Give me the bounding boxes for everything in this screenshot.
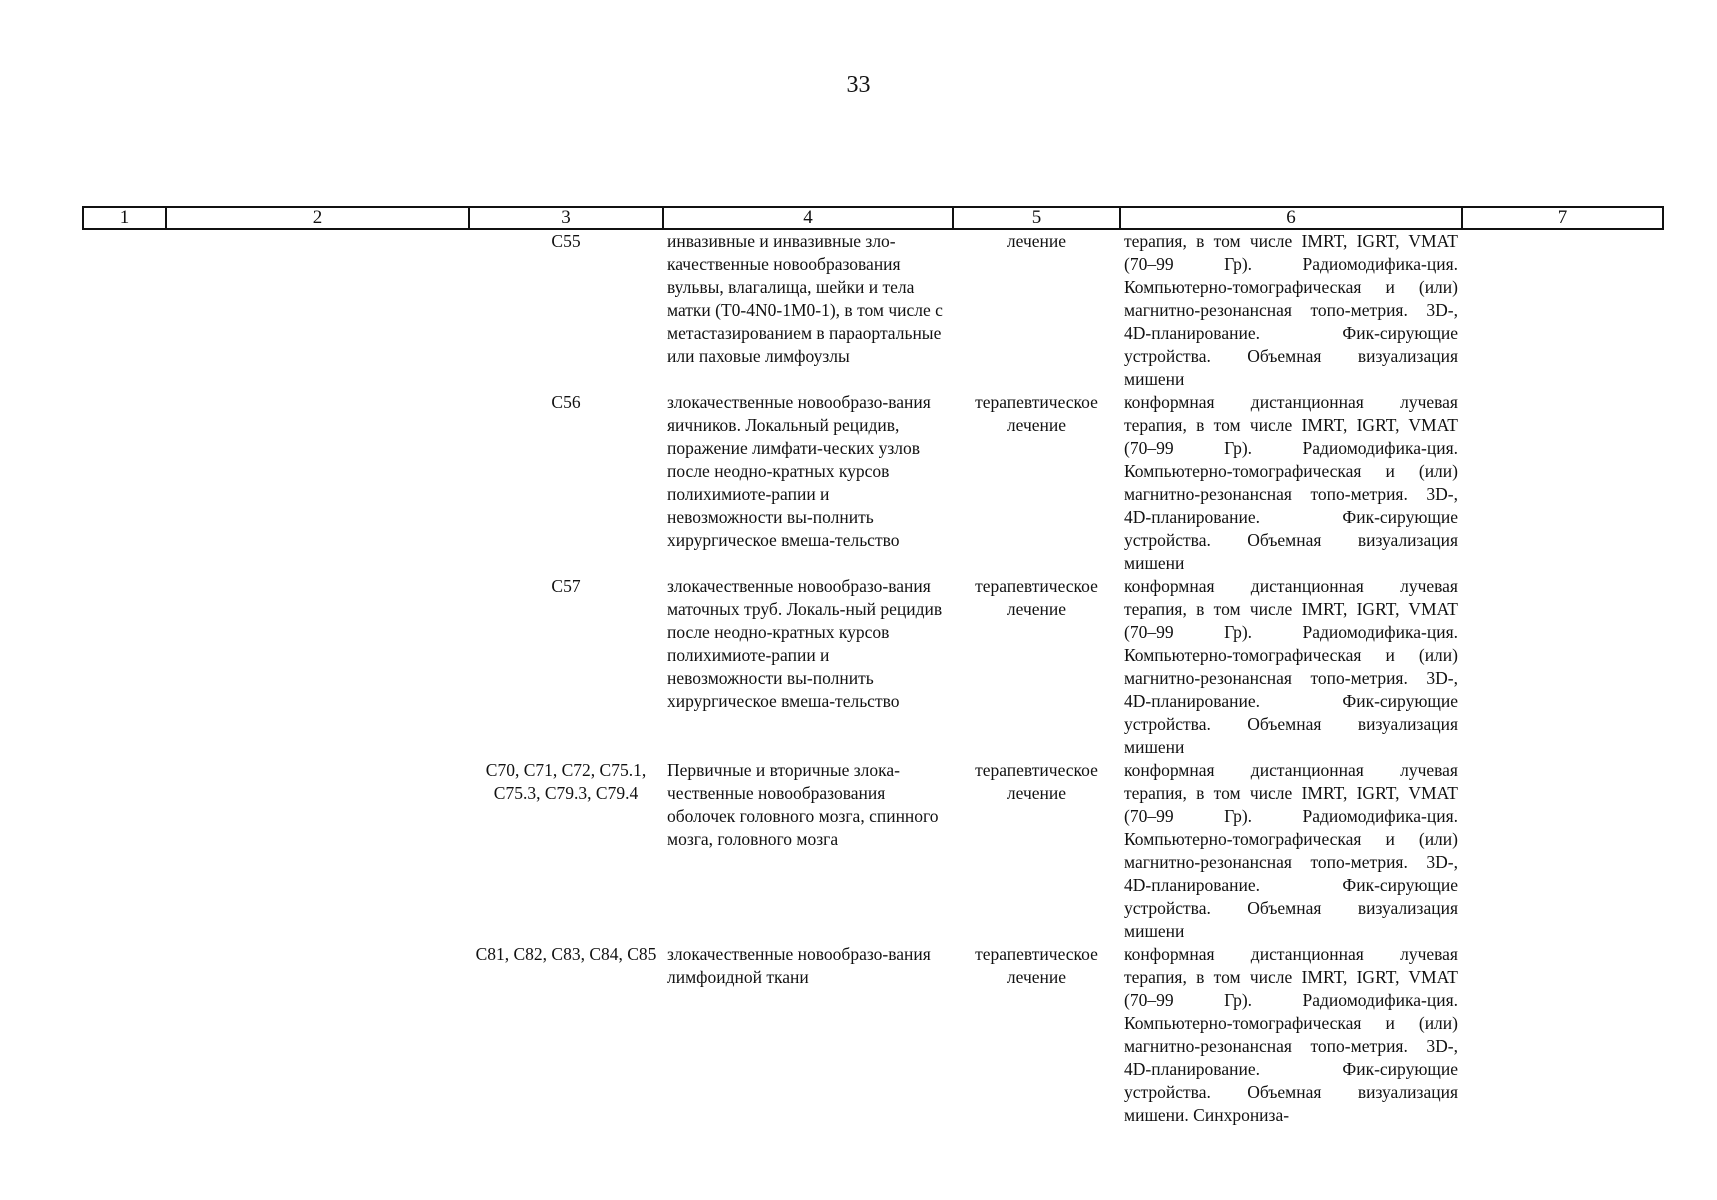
page-number: 33 (846, 72, 871, 98)
column-header: 4 (663, 207, 953, 229)
cell-col2 (166, 575, 469, 759)
column-header: 3 (469, 207, 663, 229)
cell-col7 (1462, 391, 1663, 575)
cell-icd-codes: C70, C71, C72, C75.1, C75.3, C79.3, C79.4 (485, 760, 647, 803)
cell-col7 (1462, 575, 1663, 759)
cell-treatment-method: конформная дистанционная лучевая терапия, в том числе IMRT, IGRT, VMAT (70–99 Гр). Радиомодифика-ция. Компьютерно-томографическая и (или) магнитно-резонансная топо-метрия. 3D-, 4D-планирование. Фик-сирующие устройства. Объемная визуализация мишени (1124, 576, 1458, 757)
cell-col1 (83, 759, 166, 943)
cell-col7 (1462, 759, 1663, 943)
column-header: 2 (166, 207, 469, 229)
cell-treatment-type: терапевтическое лечение (975, 760, 1098, 803)
column-header: 6 (1120, 207, 1462, 229)
cell-col1 (83, 229, 166, 391)
cell-col2 (166, 391, 469, 575)
cell-icd-codes: C56 (551, 392, 581, 412)
header-row (83, 207, 1663, 229)
table-row (83, 229, 1663, 391)
cell-treatment-type: терапевтическое лечение (975, 576, 1098, 619)
cell-icd-codes: C81, C82, C83, C84, C85 (475, 944, 657, 964)
cell-diagnosis: инвазивные и инвазивные зло-качественные новообразования вульвы, влагалища, шейки и тела матки (T0-4N0-1M0-1), в том числе с метастазированием в параортальные или паховые лимфоузлы (667, 231, 943, 366)
column-header: 5 (953, 207, 1120, 229)
cell-treatment-type: лечение (1006, 231, 1067, 251)
column-header: 7 (1462, 207, 1663, 229)
cell-col7 (1462, 229, 1663, 391)
table-row (83, 759, 1663, 943)
cell-treatment-method: конформная дистанционная лучевая терапия, в том числе IMRT, IGRT, VMAT (70–99 Гр). Радиомодифика-ция. Компьютерно-томографическая и (или) магнитно-резонансная топо-метрия. 3D-, 4D-планирование. Фик-сирующие устройства. Объемная визуализация мишени. Синхрониза- (1124, 944, 1458, 1125)
cell-col1 (83, 575, 166, 759)
treatment-table (82, 206, 1664, 1127)
table-row (83, 943, 1663, 1127)
cell-diagnosis: злокачественные новообразо-вания маточных труб. Локаль-ный рецидив после неодно-кратных курсов полихимиоте-рапии и невозможности вы-полнить хирургическое вмеша-тельство (667, 576, 943, 711)
cell-treatment-type: терапевтическое лечение (975, 944, 1098, 987)
table-row (83, 391, 1663, 575)
cell-col2 (166, 229, 469, 391)
cell-diagnosis: Первичные и вторичные злока-чественные новообразования оболочек головного мозга, спинного мозга, головного мозга (667, 760, 939, 849)
cell-icd-codes: C57 (551, 576, 581, 596)
cell-treatment-method: конформная дистанционная лучевая терапия, в том числе IMRT, IGRT, VMAT (70–99 Гр). Радиомодифика-ция. Компьютерно-томографическая и (или) магнитно-резонансная топо-метрия. 3D-, 4D-планирование. Фик-сирующие устройства. Объемная визуализация мишени (1124, 760, 1458, 941)
table-row (83, 575, 1663, 759)
cell-col2 (166, 943, 469, 1127)
cell-col1 (83, 391, 166, 575)
cell-treatment-method: конформная дистанционная лучевая терапия, в том числе IMRT, IGRT, VMAT (70–99 Гр). Радиомодифика-ция. Компьютерно-томографическая и (или) магнитно-резонансная топо-метрия. 3D-, 4D-планирование. Фик-сирующие устройства. Объемная визуализация мишени (1124, 392, 1458, 573)
cell-col7 (1462, 943, 1663, 1127)
cell-diagnosis: злокачественные новообразо-вания лимфоидной ткани (667, 944, 931, 987)
cell-treatment-type: терапевтическое лечение (975, 392, 1098, 435)
column-header: 1 (83, 207, 166, 229)
cell-col2 (166, 759, 469, 943)
cell-icd-codes: C55 (551, 231, 581, 251)
cell-treatment-method: терапия, в том числе IMRT, IGRT, VMAT (70–99 Гр). Радиомодифика-ция. Компьютерно-томографическая и (или) магнитно-резонансная топо-метрия. 3D-, 4D-планирование. Фик-сирующие устройства. Объемная визуализация мишени (1124, 231, 1458, 389)
cell-diagnosis: злокачественные новообразо-вания яичников. Локальный рецидив, поражение лимфати-ческих узлов после неодно-кратных курсов полихимиоте-рапии и невозможности вы-полнить хирургическое вмеша-тельство (667, 392, 931, 550)
cell-col1 (83, 943, 166, 1127)
